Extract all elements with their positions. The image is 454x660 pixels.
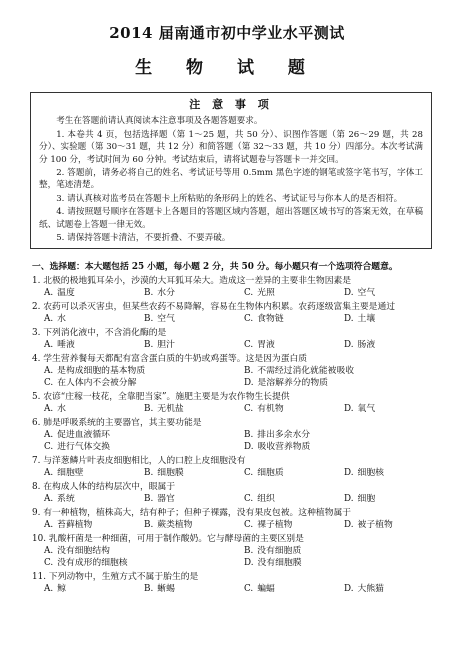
option-text: 进行气体交换 (57, 442, 111, 453)
option-row (32, 545, 432, 557)
notice-line: 4. 请按照题号顺序在答题卡上各题目的答题区域内答题，超出答题区域书写的答案无效，在草稿纸、试题卷上答题一律无效。 (39, 207, 423, 230)
option-letter: C. (244, 314, 254, 325)
option-row (32, 493, 432, 505)
option-letter: D. (344, 340, 354, 351)
option-row (32, 519, 432, 531)
option-text: 没有成形的细胞核 (57, 558, 128, 569)
option-row (32, 365, 432, 377)
option-letter: C. (244, 404, 254, 415)
answer-option (232, 365, 432, 377)
answer-option (32, 545, 232, 557)
question-stem: 3. 下列消化液中，不含消化酶的是 (32, 328, 167, 339)
option-letter: D. (344, 494, 354, 505)
answer-option (32, 365, 232, 377)
answer-option (332, 339, 432, 351)
answer-option (132, 467, 232, 479)
question-item (32, 275, 432, 299)
option-row (32, 339, 432, 351)
option-text: 细胞膜 (157, 468, 184, 479)
option-text: 水 (57, 404, 66, 415)
answer-option (32, 441, 232, 453)
answer-option (32, 287, 132, 299)
option-text: 不需经过消化就能被吸收 (257, 366, 355, 377)
question-stem: 6. 肺是呼吸系统的主要器官，其主要功能是 (32, 418, 202, 429)
option-text: 细胞核 (357, 468, 384, 479)
answer-option (232, 519, 332, 531)
option-row (32, 467, 432, 479)
option-letter: A. (44, 340, 54, 351)
question-item (32, 481, 432, 505)
option-text: 空气 (357, 288, 376, 299)
answer-option (132, 519, 232, 531)
notice-line: 5. 请保持答题卡清洁，不要折叠、不要弄破。 (56, 233, 231, 244)
option-letter: A. (44, 520, 54, 531)
question-item (32, 571, 432, 595)
option-letter: D. (344, 584, 354, 595)
option-text: 细胞壁 (57, 468, 84, 479)
option-letter: A. (44, 404, 54, 415)
option-text: 氧气 (357, 404, 376, 415)
answer-option (132, 313, 232, 325)
option-letter: D. (244, 442, 254, 453)
question-item (32, 391, 432, 415)
option-text: 空气 (157, 314, 175, 325)
option-text: 温度 (57, 288, 75, 299)
option-letter: D. (344, 288, 354, 299)
option-letter: C. (244, 494, 254, 505)
option-text: 被子植物 (357, 520, 393, 531)
question-stem: 9. 有一种植物，植株高大，结有种子；但种子裸露，没有果皮包被。这种植物属于 (32, 508, 352, 519)
answer-option (232, 493, 332, 505)
option-letter: D. (244, 378, 254, 389)
section-heading: 一、选择题：本大题包括 25 小题，每小题 2 分，共 50 分。每小题只有一个选项符合题意。 (32, 262, 398, 273)
answer-option (132, 493, 232, 505)
option-text: 裸子植物 (257, 520, 293, 531)
answer-option (232, 583, 332, 595)
exam-subtitle: 生 物 试 题 (135, 58, 319, 78)
answer-option (32, 467, 132, 479)
option-letter: A. (44, 430, 54, 441)
notice-title: 注 意 事 项 (189, 98, 273, 111)
option-text: 胃液 (257, 340, 275, 351)
question-stem: 5. 农谚“庄稼一枝花，全靠肥当家”。施肥主要是为农作物生长提供 (32, 392, 290, 403)
option-text: 组织 (257, 494, 275, 505)
answer-option (232, 557, 432, 569)
answer-option (132, 339, 232, 351)
option-letter: B. (144, 314, 154, 325)
answer-option (32, 313, 132, 325)
option-text: 没有细胞膜 (257, 558, 302, 569)
option-text: 水 (57, 314, 66, 325)
answer-option (32, 403, 132, 415)
answer-option (332, 403, 432, 415)
option-text: 蜥蜴 (157, 584, 175, 595)
option-text: 在人体内不会被分解 (57, 378, 137, 389)
notice-box (30, 92, 432, 249)
option-text: 系统 (57, 494, 75, 505)
option-letter: B. (144, 340, 154, 351)
option-letter: D. (344, 404, 354, 415)
option-letter: D. (344, 520, 354, 531)
option-letter: B. (244, 366, 254, 377)
question-item (32, 327, 432, 351)
option-row (32, 583, 432, 595)
answer-option (32, 583, 132, 595)
question-item (32, 533, 432, 569)
option-letter: A. (44, 366, 54, 377)
option-letter: C. (44, 558, 54, 569)
question-stem: 8. 在构成人体的结构层次中，眼属于 (32, 482, 176, 493)
answer-option (332, 493, 432, 505)
notice-line: 1. 本卷共 4 页，包括选择题（第 1～25 题，共 50 分）、识图作答题（第 26～29 题，共 28 分）、实验题（第 30～31 题，共 12 分）和简答题（第 32～33 题，共 10 分）四部分。本次考试满分 100 分，考试时间为 60 分钟。考试结束后，请将试题卷与答题卡一并交回。 (39, 129, 423, 165)
option-letter: B. (144, 288, 154, 299)
answer-option (32, 377, 232, 389)
answer-option (232, 313, 332, 325)
option-text: 促进血液循环 (57, 430, 110, 441)
notice-lines (39, 115, 423, 244)
option-row (32, 557, 432, 569)
option-letter: C. (44, 442, 54, 453)
answer-option (332, 583, 432, 595)
answer-option (332, 313, 432, 325)
option-text: 没有细胞结构 (57, 546, 110, 557)
answer-option (32, 519, 132, 531)
option-letter: C. (244, 584, 254, 595)
option-text: 蝙蝠 (257, 584, 275, 595)
answer-option (132, 287, 232, 299)
question-stem: 4. 学生营养餐每天都配有富含蛋白质的牛奶或鸡蛋等。这是因为蛋白质 (32, 354, 308, 365)
option-row (32, 313, 432, 325)
option-letter: B. (144, 584, 154, 595)
answer-option (332, 287, 432, 299)
option-letter: C. (244, 468, 254, 479)
question-item (32, 507, 432, 531)
option-letter: B. (144, 468, 154, 479)
question-item (32, 455, 432, 479)
option-letter: A. (44, 288, 54, 299)
question-stem: 2. 农药可以杀灭害虫，但某些农药不易降解，容易在生物体内积累。农药逐级富集主要是通过 (32, 302, 396, 313)
option-text: 鲸 (57, 584, 66, 595)
option-letter: C. (244, 340, 254, 351)
option-text: 是构成细胞的基本物质 (57, 366, 146, 377)
answer-option (132, 583, 232, 595)
question-stem: 10. 乳酸杆菌是一种细菌，可用于制作酸奶。它与酵母菌的主要区别是 (32, 534, 304, 545)
choice-section (32, 259, 432, 595)
option-text: 无机盐 (157, 404, 184, 415)
exam-title: 2014 届南通市初中学业水平测试 (109, 24, 345, 42)
option-letter: A. (44, 584, 54, 595)
answer-option (232, 429, 432, 441)
option-row (32, 429, 432, 441)
answer-option (32, 429, 232, 441)
notice-line: 2. 答题前，请务必将自己的姓名、考试证号等用 0.5mm 黑色字迹的钢笔或签字笔书写，字体工整，笔迹清楚。 (39, 168, 423, 191)
option-letter: D. (344, 468, 354, 479)
question-item (32, 353, 432, 389)
option-row (32, 377, 432, 389)
option-letter: A. (44, 468, 54, 479)
option-letter: B. (244, 546, 254, 557)
option-text: 食物链 (257, 314, 284, 325)
option-letter: B. (144, 520, 154, 531)
option-letter: C. (44, 378, 54, 389)
option-text: 细胞 (357, 494, 376, 505)
option-letter: A. (44, 546, 54, 557)
notice-line: 考生在答题前请认真阅读本注意事项及各题答题要求。 (56, 116, 263, 127)
option-text: 有机物 (257, 404, 284, 415)
option-text: 蕨类植物 (157, 520, 193, 531)
answer-option (32, 557, 232, 569)
option-text: 是溶解养分的物质 (257, 378, 328, 389)
option-letter: D. (344, 314, 354, 325)
option-text: 肠液 (357, 340, 376, 351)
option-letter: B. (244, 430, 254, 441)
question-list (32, 275, 432, 595)
option-text: 光照 (257, 288, 275, 299)
option-letter: A. (44, 494, 54, 505)
answer-option (32, 339, 132, 351)
option-text: 排出多余水分 (257, 430, 311, 441)
option-text: 胆汁 (157, 340, 175, 351)
option-text: 细胞质 (257, 468, 284, 479)
option-text: 吸收营养物质 (257, 442, 311, 453)
option-row (32, 403, 432, 415)
question-stem: 11. 下列动物中，生殖方式不属于胎生的是 (32, 572, 199, 583)
option-row (32, 287, 432, 299)
option-letter: D. (244, 558, 254, 569)
notice-line: 3. 请认真核对监考员在答题卡上所粘贴的条形码上的姓名、考试证号与你本人的是否相符。 (56, 193, 403, 204)
answer-option (232, 441, 432, 453)
option-text: 没有细胞质 (257, 546, 302, 557)
question-item (32, 301, 432, 325)
question-stem: 1. 北极的极地狐耳朵小，沙漠的大耳狐耳朵大。造成这一差异的主要非生物因素是 (32, 276, 352, 287)
answer-option (232, 377, 432, 389)
answer-option (332, 467, 432, 479)
answer-option (232, 545, 432, 557)
answer-option (232, 403, 332, 415)
option-text: 唾液 (57, 340, 75, 351)
option-letter: B. (144, 494, 154, 505)
option-letter: C. (244, 520, 254, 531)
question-stem: 7. 与洋葱鳞片叶表皮细胞相比，人的口腔上皮细胞没有 (32, 456, 246, 467)
option-text: 水分 (157, 288, 175, 299)
option-row (32, 441, 432, 453)
option-letter: C. (244, 288, 254, 299)
answer-option (332, 519, 432, 531)
option-text: 苔藓植物 (57, 520, 93, 531)
answer-option (232, 287, 332, 299)
answer-option (232, 339, 332, 351)
option-text: 器官 (157, 494, 175, 505)
option-text: 土壤 (357, 314, 376, 325)
option-letter: B. (144, 404, 154, 415)
answer-option (132, 403, 232, 415)
answer-option (32, 493, 132, 505)
option-letter: A. (44, 314, 54, 325)
question-item (32, 417, 432, 453)
answer-option (232, 467, 332, 479)
option-text: 大熊猫 (357, 584, 384, 595)
